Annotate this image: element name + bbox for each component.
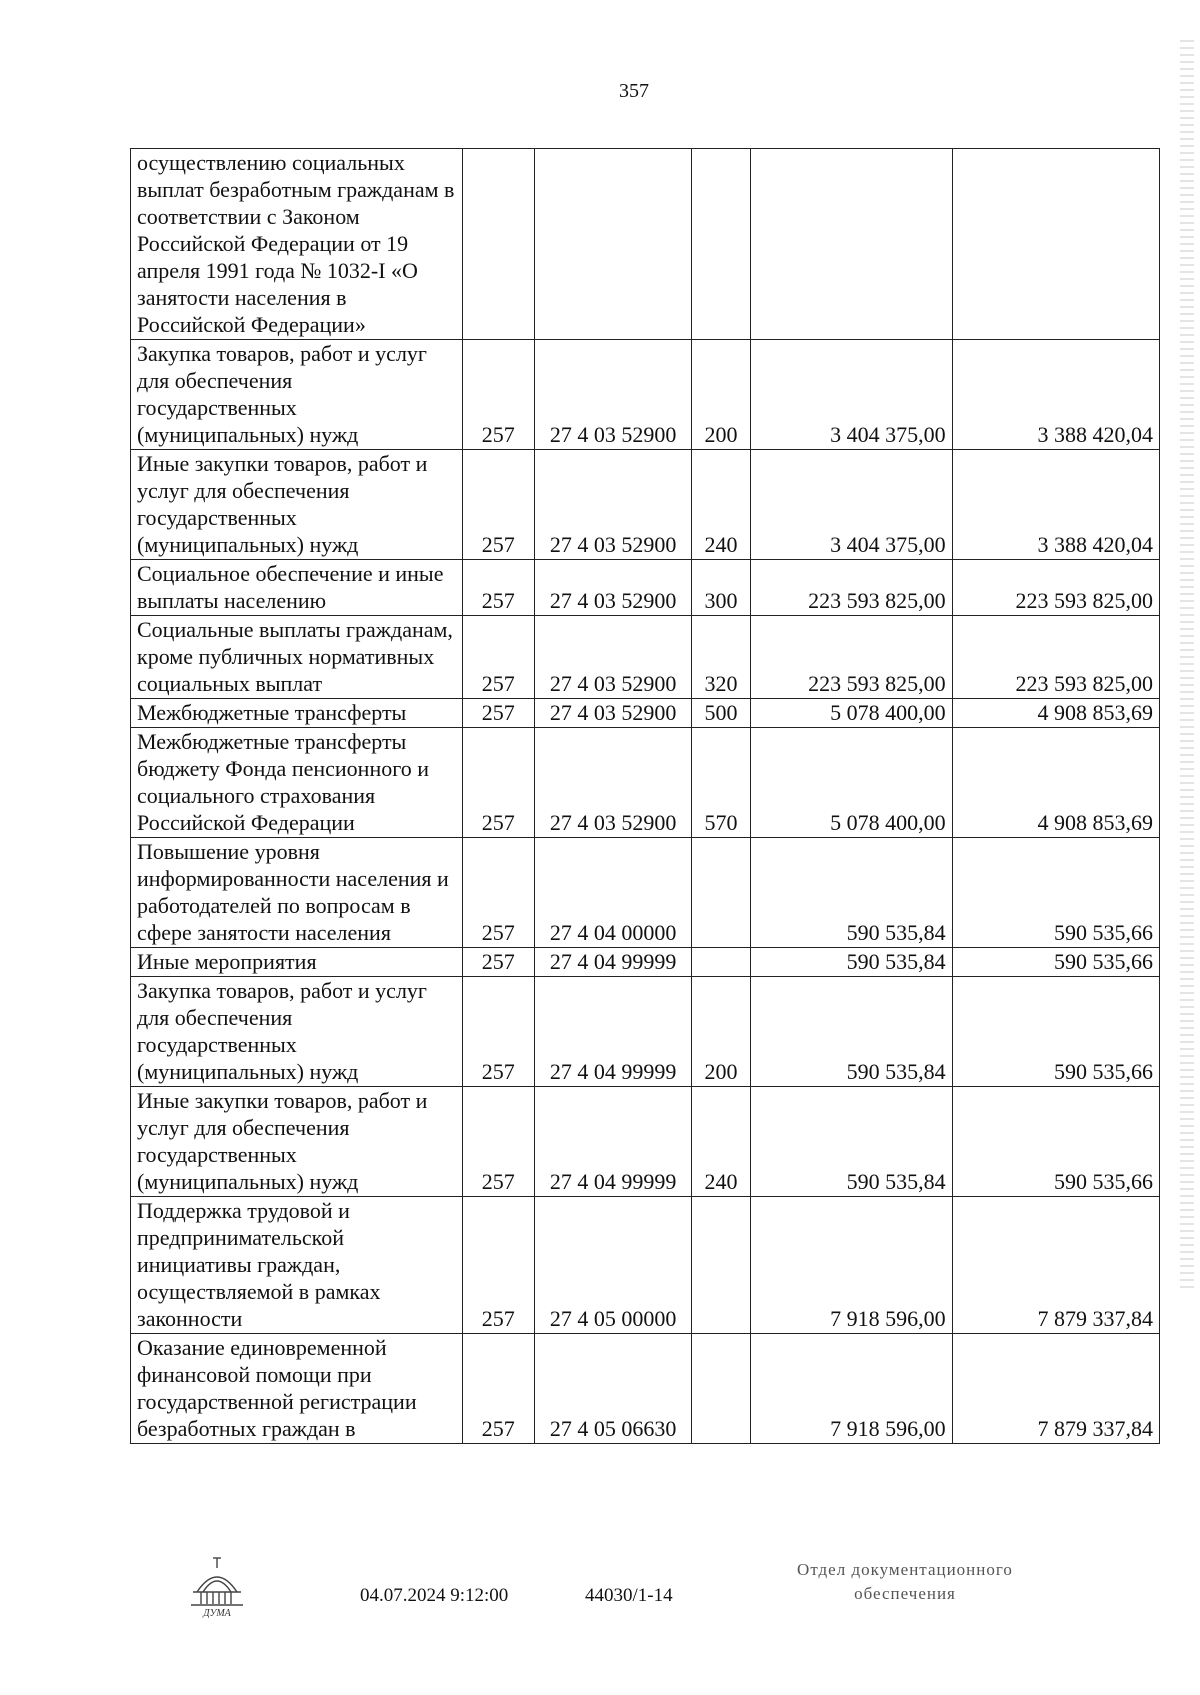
row-name-cell: Повышение уровня информированности населения и работодателей по вопросам в сфере занятости населения bbox=[131, 838, 463, 948]
row-expense-type-cell: 240 bbox=[692, 450, 750, 560]
row-ministry-code-cell: 257 bbox=[462, 948, 534, 977]
row-planned-amount-cell: 3 404 375,00 bbox=[750, 340, 952, 450]
row-expense-type-cell: 200 bbox=[692, 340, 750, 450]
row-name-cell: Межбюджетные трансферты бюджету Фонда пенсионного и социального страхования Российской Федерации bbox=[131, 728, 463, 838]
row-executed-amount-cell bbox=[952, 149, 1159, 340]
table-row bbox=[131, 699, 1160, 728]
row-name-cell: Закупка товаров, работ и услуг для обеспечения государственных (муниципальных) нужд bbox=[131, 977, 463, 1087]
row-target-article-cell bbox=[534, 149, 691, 340]
emblem-label: ДУМА bbox=[203, 1608, 231, 1618]
row-target-article-cell: 27 4 05 06630 bbox=[534, 1334, 691, 1444]
table-row bbox=[131, 948, 1160, 977]
row-executed-amount-cell: 4 908 853,69 bbox=[952, 728, 1159, 838]
row-executed-amount-cell: 7 879 337,84 bbox=[952, 1334, 1159, 1444]
budget-table-body bbox=[131, 149, 1160, 1444]
row-planned-amount-cell: 590 535,84 bbox=[750, 977, 952, 1087]
row-ministry-code-cell: 257 bbox=[462, 1334, 534, 1444]
row-planned-amount-cell: 3 404 375,00 bbox=[750, 450, 952, 560]
row-name-cell: Поддержка трудовой и предпринимательской инициативы граждан, осуществляемой в рамках законности bbox=[131, 1197, 463, 1334]
stamp-line-1: Отдел документационного bbox=[797, 1560, 1013, 1579]
row-ministry-code-cell bbox=[462, 149, 534, 340]
row-expense-type-cell bbox=[692, 948, 750, 977]
row-ministry-code-cell: 257 bbox=[462, 340, 534, 450]
row-target-article-cell: 27 4 03 52900 bbox=[534, 616, 691, 699]
stamp-line-2: обеспечения bbox=[854, 1584, 956, 1603]
row-expense-type-cell: 500 bbox=[692, 699, 750, 728]
row-planned-amount-cell: 590 535,84 bbox=[750, 838, 952, 948]
row-planned-amount-cell: 590 535,84 bbox=[750, 948, 952, 977]
row-target-article-cell: 27 4 03 52900 bbox=[534, 699, 691, 728]
table-row bbox=[131, 149, 1160, 340]
row-expense-type-cell bbox=[692, 838, 750, 948]
row-target-article-cell: 27 4 04 99999 bbox=[534, 948, 691, 977]
table-row bbox=[131, 1334, 1160, 1444]
footer-doc-code: 44030/1-14 bbox=[585, 1585, 673, 1606]
row-ministry-code-cell: 257 bbox=[462, 1087, 534, 1197]
row-planned-amount-cell bbox=[750, 149, 952, 340]
row-planned-amount-cell: 7 918 596,00 bbox=[750, 1334, 952, 1444]
table-row bbox=[131, 977, 1160, 1087]
row-name-cell: Закупка товаров, работ и услуг для обеспечения государственных (муниципальных) нужд bbox=[131, 340, 463, 450]
row-planned-amount-cell: 5 078 400,00 bbox=[750, 699, 952, 728]
row-planned-amount-cell: 223 593 825,00 bbox=[750, 560, 952, 616]
table-row bbox=[131, 1197, 1160, 1334]
row-ministry-code-cell: 257 bbox=[462, 699, 534, 728]
footer-date: 04.07.2024 9:12:00 bbox=[360, 1585, 509, 1606]
row-executed-amount-cell: 223 593 825,00 bbox=[952, 616, 1159, 699]
row-expense-type-cell: 240 bbox=[692, 1087, 750, 1197]
row-name-cell: Иные закупки товаров, работ и услуг для обеспечения государственных (муниципальных) нужд bbox=[131, 450, 463, 560]
row-expense-type-cell: 300 bbox=[692, 560, 750, 616]
table-row bbox=[131, 1087, 1160, 1197]
row-ministry-code-cell: 257 bbox=[462, 1197, 534, 1334]
row-ministry-code-cell: 257 bbox=[462, 450, 534, 560]
table-row bbox=[131, 616, 1160, 699]
row-ministry-code-cell: 257 bbox=[462, 728, 534, 838]
table-row bbox=[131, 728, 1160, 838]
row-executed-amount-cell: 590 535,66 bbox=[952, 977, 1159, 1087]
table-row bbox=[131, 450, 1160, 560]
row-target-article-cell: 27 4 03 52900 bbox=[534, 340, 691, 450]
row-expense-type-cell: 320 bbox=[692, 616, 750, 699]
row-target-article-cell: 27 4 04 00000 bbox=[534, 838, 691, 948]
row-expense-type-cell: 570 bbox=[692, 728, 750, 838]
row-name-cell: Социальные выплаты гражданам, кроме публичных нормативных социальных выплат bbox=[131, 616, 463, 699]
row-name-cell: Межбюджетные трансферты bbox=[131, 699, 463, 728]
row-executed-amount-cell: 3 388 420,04 bbox=[952, 450, 1159, 560]
budget-table bbox=[130, 148, 1160, 1444]
row-name-cell: Социальное обеспечение и иные выплаты населению bbox=[131, 560, 463, 616]
row-planned-amount-cell: 223 593 825,00 bbox=[750, 616, 952, 699]
row-target-article-cell: 27 4 04 99999 bbox=[534, 977, 691, 1087]
row-name-cell: Иные закупки товаров, работ и услуг для обеспечения государственных (муниципальных) нужд bbox=[131, 1087, 463, 1197]
row-executed-amount-cell: 590 535,66 bbox=[952, 838, 1159, 948]
row-planned-amount-cell: 5 078 400,00 bbox=[750, 728, 952, 838]
row-target-article-cell: 27 4 03 52900 bbox=[534, 560, 691, 616]
row-planned-amount-cell: 590 535,84 bbox=[750, 1087, 952, 1197]
row-executed-amount-cell: 4 908 853,69 bbox=[952, 699, 1159, 728]
row-executed-amount-cell: 223 593 825,00 bbox=[952, 560, 1159, 616]
row-executed-amount-cell: 590 535,66 bbox=[952, 1087, 1159, 1197]
row-name-cell: Иные мероприятия bbox=[131, 948, 463, 977]
row-ministry-code-cell: 257 bbox=[462, 616, 534, 699]
row-ministry-code-cell: 257 bbox=[462, 838, 534, 948]
department-stamp bbox=[740, 1558, 1070, 1606]
row-executed-amount-cell: 3 388 420,04 bbox=[952, 340, 1159, 450]
page-number: 357 bbox=[619, 80, 649, 102]
row-ministry-code-cell: 257 bbox=[462, 977, 534, 1087]
scan-edge-artifact bbox=[1180, 40, 1194, 1290]
row-expense-type-cell bbox=[692, 1197, 750, 1334]
row-expense-type-cell bbox=[692, 1334, 750, 1444]
row-target-article-cell: 27 4 05 00000 bbox=[534, 1197, 691, 1334]
table-row bbox=[131, 560, 1160, 616]
row-name-cell: осуществлению социальных выплат безработным гражданам в соответствии с Законом Российской Федерации от 19 апреля 1991 года № 1032-I «О занятости населения в Российской Федерации» bbox=[131, 149, 463, 340]
row-target-article-cell: 27 4 03 52900 bbox=[534, 728, 691, 838]
row-ministry-code-cell: 257 bbox=[462, 560, 534, 616]
row-executed-amount-cell: 7 879 337,84 bbox=[952, 1197, 1159, 1334]
table-row bbox=[131, 838, 1160, 948]
row-planned-amount-cell: 7 918 596,00 bbox=[750, 1197, 952, 1334]
row-target-article-cell: 27 4 04 99999 bbox=[534, 1087, 691, 1197]
row-expense-type-cell: 200 bbox=[692, 977, 750, 1087]
row-target-article-cell: 27 4 03 52900 bbox=[534, 450, 691, 560]
row-name-cell: Оказание единовременной финансовой помощи при государственной регистрации безработных граждан в bbox=[131, 1334, 463, 1444]
row-executed-amount-cell: 590 535,66 bbox=[952, 948, 1159, 977]
row-expense-type-cell bbox=[692, 149, 750, 340]
duma-emblem-icon bbox=[185, 1552, 249, 1618]
table-row bbox=[131, 340, 1160, 450]
